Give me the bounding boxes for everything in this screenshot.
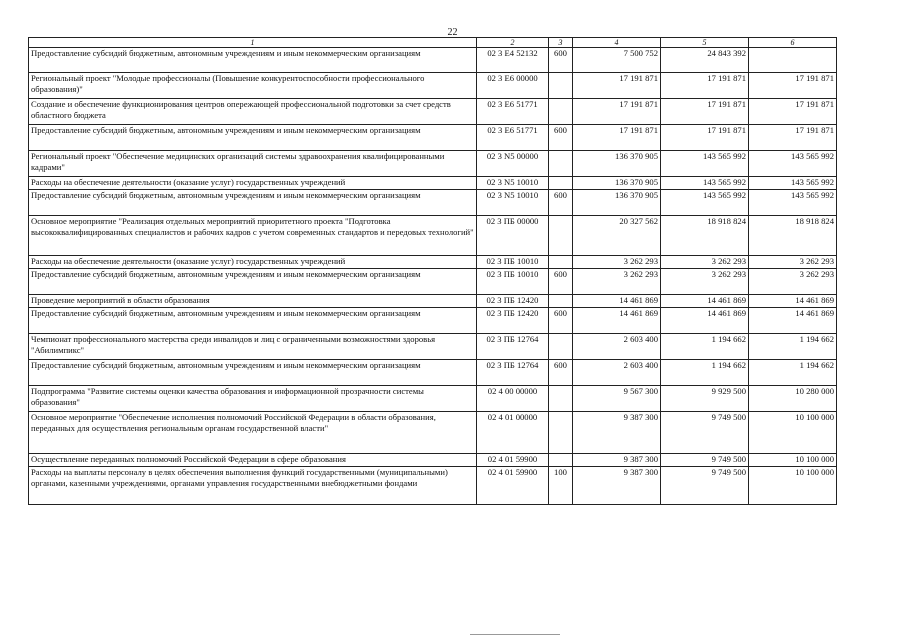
row-code-cell: 02 3 ПБ 10010 xyxy=(477,256,549,269)
table-row xyxy=(29,308,837,334)
row-value-2022-cell: 10 100 000 xyxy=(749,467,837,505)
row-value-2020-cell: 9 387 300 xyxy=(573,454,661,467)
row-value-2020-cell: 3 262 293 xyxy=(573,269,661,295)
row-vr-cell xyxy=(549,334,573,360)
row-value-2021-cell: 3 262 293 xyxy=(661,256,749,269)
row-vr-cell: 600 xyxy=(549,360,573,386)
row-name-cell: Расходы на выплаты персоналу в целях обеспечения выполнения функций государственными (муниципальными) органами, казенными учреждениями, органами управления государственными внебюджетными фондами xyxy=(29,467,477,505)
row-name-cell: Основное мероприятие "Обеспечение исполнения полномочий Российской Федерации в области образования, переданных для осуществления региональным органам государственной власти" xyxy=(29,412,477,454)
table-row xyxy=(29,151,837,177)
row-vr-cell xyxy=(549,73,573,99)
row-value-2022-cell: 143 565 992 xyxy=(749,151,837,177)
row-value-2021-cell: 9 749 500 xyxy=(661,467,749,505)
table-body xyxy=(29,48,837,505)
table-row xyxy=(29,256,837,269)
row-vr-cell: 600 xyxy=(549,269,573,295)
row-value-2022-cell: 143 565 992 xyxy=(749,190,837,216)
row-name-cell: Предоставление субсидий бюджетным, автономным учреждениям и иным некоммерческим организациям xyxy=(29,125,477,151)
table-row xyxy=(29,467,837,505)
row-value-2020-cell: 17 191 871 xyxy=(573,125,661,151)
row-code-cell: 02 4 01 59900 xyxy=(477,467,549,505)
row-name-cell: Расходы на обеспечение деятельности (оказание услуг) государственных учреждений xyxy=(29,177,477,190)
row-vr-cell: 600 xyxy=(549,190,573,216)
row-name-cell: Осуществление переданных полномочий Российской Федерации в сфере образования xyxy=(29,454,477,467)
row-vr-cell xyxy=(549,216,573,256)
row-value-2020-cell: 7 500 752 xyxy=(573,48,661,73)
bottom-scan-mark xyxy=(470,634,560,635)
row-code-cell: 02 3 N5 00000 xyxy=(477,151,549,177)
table-row xyxy=(29,125,837,151)
row-value-2022-cell: 14 461 869 xyxy=(749,308,837,334)
row-name-cell: Основное мероприятие "Реализация отдельных мероприятий приоритетного проекта "Подготовка высококвалифицированных специалистов и рабочих кадров с учетом современных стандартов и передовых технологий" xyxy=(29,216,477,256)
row-value-2020-cell: 136 370 905 xyxy=(573,151,661,177)
row-value-2021-cell: 143 565 992 xyxy=(661,151,749,177)
row-code-cell: 02 3 N5 10010 xyxy=(477,177,549,190)
row-code-cell: 02 3 ПБ 12420 xyxy=(477,295,549,308)
table-row xyxy=(29,216,837,256)
row-code-cell: 02 3 Е4 52132 xyxy=(477,48,549,73)
column-header: 6 xyxy=(749,38,837,48)
row-value-2022-cell: 3 262 293 xyxy=(749,269,837,295)
row-value-2022-cell: 18 918 824 xyxy=(749,216,837,256)
table-row xyxy=(29,412,837,454)
row-vr-cell xyxy=(549,295,573,308)
row-name-cell: Чемпионат профессионального мастерства среди инвалидов и лиц с ограниченными возможностями здоровья "Абилимпикс" xyxy=(29,334,477,360)
row-value-2020-cell: 9 387 300 xyxy=(573,467,661,505)
table-row xyxy=(29,269,837,295)
row-name-cell: Проведение мероприятий в области образования xyxy=(29,295,477,308)
row-value-2020-cell: 136 370 905 xyxy=(573,190,661,216)
row-value-2020-cell: 9 387 300 xyxy=(573,412,661,454)
row-value-2020-cell: 14 461 869 xyxy=(573,308,661,334)
row-value-2022-cell: 17 191 871 xyxy=(749,125,837,151)
row-value-2021-cell: 1 194 662 xyxy=(661,360,749,386)
page-number: 22 xyxy=(447,27,458,38)
row-name-cell: Подпрограмма "Развитие системы оценки качества образования и информационной прозрачности системы образования" xyxy=(29,386,477,412)
row-code-cell: 02 3 ПБ 12764 xyxy=(477,360,549,386)
row-vr-cell: 100 xyxy=(549,467,573,505)
row-value-2020-cell: 17 191 871 xyxy=(573,99,661,125)
row-code-cell: 02 3 N5 10010 xyxy=(477,190,549,216)
row-code-cell: 02 4 01 00000 xyxy=(477,412,549,454)
row-value-2020-cell: 3 262 293 xyxy=(573,256,661,269)
table-row xyxy=(29,177,837,190)
row-code-cell: 02 3 ПБ 10010 xyxy=(477,269,549,295)
row-name-cell: Создание и обеспечение функционирования центров опережающей профессиональной подготовки за счет средств областного бюджета xyxy=(29,99,477,125)
row-vr-cell xyxy=(549,386,573,412)
row-value-2020-cell: 20 327 562 xyxy=(573,216,661,256)
row-value-2020-cell: 136 370 905 xyxy=(573,177,661,190)
row-name-cell: Региональный проект "Обеспечение медицинских организаций системы здравоохранения квалифицированными кадрами" xyxy=(29,151,477,177)
row-value-2020-cell: 17 191 871 xyxy=(573,73,661,99)
row-value-2021-cell: 143 565 992 xyxy=(661,177,749,190)
row-code-cell: 02 4 00 00000 xyxy=(477,386,549,412)
row-value-2021-cell: 24 843 392 xyxy=(661,48,749,73)
row-value-2022-cell: 17 191 871 xyxy=(749,99,837,125)
row-value-2021-cell: 18 918 824 xyxy=(661,216,749,256)
row-name-cell: Региональный проект "Молодые профессионалы (Повышение конкурентоспособности профессионального образования)" xyxy=(29,73,477,99)
row-value-2020-cell: 2 603 400 xyxy=(573,360,661,386)
table-row xyxy=(29,48,837,73)
row-code-cell: 02 3 Е6 00000 xyxy=(477,73,549,99)
row-value-2021-cell: 17 191 871 xyxy=(661,73,749,99)
row-code-cell: 02 3 ПБ 12764 xyxy=(477,334,549,360)
row-value-2021-cell: 9 749 500 xyxy=(661,454,749,467)
row-code-cell: 02 3 ПБ 12420 xyxy=(477,308,549,334)
column-header: 1 xyxy=(29,38,477,48)
row-value-2020-cell: 2 603 400 xyxy=(573,334,661,360)
row-name-cell: Предоставление субсидий бюджетным, автономным учреждениям и иным некоммерческим организациям xyxy=(29,48,477,73)
row-vr-cell xyxy=(549,177,573,190)
column-header: 2 xyxy=(477,38,549,48)
row-value-2022-cell: 14 461 869 xyxy=(749,295,837,308)
row-name-cell: Предоставление субсидий бюджетным, автономным учреждениям и иным некоммерческим организациям xyxy=(29,269,477,295)
row-value-2021-cell: 17 191 871 xyxy=(661,125,749,151)
table-row xyxy=(29,454,837,467)
row-vr-cell: 600 xyxy=(549,125,573,151)
column-header: 3 xyxy=(549,38,573,48)
row-value-2022-cell: 17 191 871 xyxy=(749,73,837,99)
budget-table xyxy=(28,37,837,505)
row-value-2021-cell: 14 461 869 xyxy=(661,295,749,308)
row-value-2022-cell: 10 100 000 xyxy=(749,412,837,454)
row-name-cell: Предоставление субсидий бюджетным, автономным учреждениям и иным некоммерческим организациям xyxy=(29,360,477,386)
row-value-2021-cell: 17 191 871 xyxy=(661,99,749,125)
row-vr-cell: 600 xyxy=(549,308,573,334)
row-name-cell: Расходы на обеспечение деятельности (оказание услуг) государственных учреждений xyxy=(29,256,477,269)
table-row xyxy=(29,99,837,125)
row-vr-cell xyxy=(549,256,573,269)
row-value-2022-cell: 3 262 293 xyxy=(749,256,837,269)
row-value-2020-cell: 14 461 869 xyxy=(573,295,661,308)
row-vr-cell xyxy=(549,151,573,177)
table-row xyxy=(29,190,837,216)
row-value-2021-cell: 9 929 500 xyxy=(661,386,749,412)
row-value-2021-cell: 9 749 500 xyxy=(661,412,749,454)
row-value-2022-cell: 1 194 662 xyxy=(749,360,837,386)
row-value-2022-cell xyxy=(749,48,837,73)
row-value-2021-cell: 1 194 662 xyxy=(661,334,749,360)
row-name-cell: Предоставление субсидий бюджетным, автономным учреждениям и иным некоммерческим организациям xyxy=(29,190,477,216)
row-code-cell: 02 3 Е6 51771 xyxy=(477,125,549,151)
row-value-2022-cell: 10 280 000 xyxy=(749,386,837,412)
column-header: 5 xyxy=(661,38,749,48)
header-row xyxy=(29,38,837,48)
row-code-cell: 02 3 Е6 51771 xyxy=(477,99,549,125)
row-value-2022-cell: 10 100 000 xyxy=(749,454,837,467)
table-row xyxy=(29,386,837,412)
row-name-cell: Предоставление субсидий бюджетным, автономным учреждениям и иным некоммерческим организациям xyxy=(29,308,477,334)
row-vr-cell xyxy=(549,454,573,467)
row-vr-cell xyxy=(549,99,573,125)
row-value-2020-cell: 9 567 300 xyxy=(573,386,661,412)
row-code-cell: 02 3 ПБ 00000 xyxy=(477,216,549,256)
column-header: 4 xyxy=(573,38,661,48)
row-vr-cell: 600 xyxy=(549,48,573,73)
table-row xyxy=(29,295,837,308)
row-vr-cell xyxy=(549,412,573,454)
row-value-2022-cell: 143 565 992 xyxy=(749,177,837,190)
row-value-2021-cell: 14 461 869 xyxy=(661,308,749,334)
row-value-2021-cell: 3 262 293 xyxy=(661,269,749,295)
row-code-cell: 02 4 01 59900 xyxy=(477,454,549,467)
table-row xyxy=(29,334,837,360)
row-value-2022-cell: 1 194 662 xyxy=(749,334,837,360)
row-value-2021-cell: 143 565 992 xyxy=(661,190,749,216)
table-row xyxy=(29,360,837,386)
table-row xyxy=(29,73,837,99)
